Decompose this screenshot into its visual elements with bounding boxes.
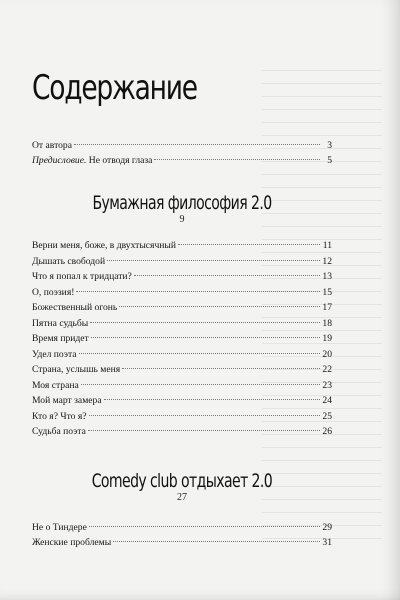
toc-entry-page: 18 xyxy=(322,317,332,329)
toc-entry-page: 26 xyxy=(322,426,332,437)
dot-leader xyxy=(107,260,320,261)
toc-entry xyxy=(32,331,332,347)
toc-entry-page: 12 xyxy=(322,255,332,267)
toc-entry-label: Что я попал к тридцати? xyxy=(32,271,132,282)
toc-entry-page: 22 xyxy=(322,364,332,375)
toc-entry-page: 11 xyxy=(322,240,332,251)
toc-entry xyxy=(32,409,332,425)
toc-entry-label: Не о Тиндере xyxy=(32,521,87,533)
toc-entry-label: От автора xyxy=(32,140,72,151)
toc-entry-page: 17 xyxy=(322,302,332,313)
toc-entry xyxy=(32,393,332,409)
dot-leader xyxy=(91,337,320,338)
toc-entry-page: 25 xyxy=(322,410,332,422)
toc-entry-label: Женские проблемы xyxy=(32,537,112,548)
toc-entry xyxy=(32,269,332,285)
toc-entry-page: 19 xyxy=(322,333,332,344)
toc-entry-page: 15 xyxy=(322,286,332,298)
section-heading xyxy=(32,192,332,226)
toc-entry-page: 23 xyxy=(322,379,332,391)
toc-entry xyxy=(32,254,332,270)
toc-entry-page: 29 xyxy=(322,521,332,533)
toc-entry xyxy=(32,347,332,363)
section-list xyxy=(32,520,332,551)
toc-entry-label: Божественный огонь xyxy=(32,302,118,313)
toc-entry-label: Моя страна xyxy=(32,379,79,391)
toc-entry-label: Пятна судьбы xyxy=(32,317,89,329)
toc-entry-page: 20 xyxy=(322,348,332,360)
page-title: Содержание xyxy=(32,68,197,108)
toc-entry xyxy=(32,138,332,153)
toc-entry-label: Дышать свободой xyxy=(32,255,106,267)
toc-entry xyxy=(32,300,332,316)
toc-entry-label: Удел поэта xyxy=(32,348,77,360)
toc-entry xyxy=(32,238,332,254)
toc-entry xyxy=(32,378,332,394)
section-list xyxy=(32,238,332,440)
toc-entry-label: Кто я? Что я? xyxy=(32,410,87,422)
toc-entry-page: 31 xyxy=(322,537,332,548)
dot-leader xyxy=(88,430,320,431)
dot-leader xyxy=(178,244,320,245)
dot-leader xyxy=(134,275,320,276)
intro-list xyxy=(32,138,332,168)
toc-entry-page: 13 xyxy=(322,271,332,282)
section-heading xyxy=(32,470,332,504)
toc-entry xyxy=(32,535,332,551)
section-title: Comedy club отдыхает 2.0 xyxy=(91,469,273,492)
toc-entry-label: О, поэзия! xyxy=(32,286,75,298)
dot-leader xyxy=(76,291,320,292)
toc-entry-page: 3 xyxy=(327,140,332,151)
dot-leader xyxy=(89,415,320,416)
toc-entry-page: 24 xyxy=(322,395,332,406)
toc-entry xyxy=(32,424,332,440)
toc-entry-label: Мой март замера xyxy=(32,395,102,406)
toc-entry xyxy=(32,520,332,536)
dot-leader xyxy=(104,399,320,400)
dot-leader xyxy=(119,306,320,307)
dot-leader xyxy=(122,368,320,369)
toc-entry xyxy=(32,153,332,168)
toc-entry xyxy=(32,316,332,332)
section-page-number: 27 xyxy=(177,491,187,503)
dot-leader xyxy=(81,384,320,385)
section-title: Бумажная философия 2.0 xyxy=(92,192,272,214)
dot-leader xyxy=(89,526,320,527)
toc-entry-label: Верни меня, боже, в двухтысячный xyxy=(32,240,177,251)
toc-entry xyxy=(32,362,332,378)
toc-entry-page: 5 xyxy=(327,155,332,166)
section-page-number: 9 xyxy=(179,214,185,225)
table-of-contents xyxy=(32,68,332,551)
toc-entry xyxy=(32,285,332,301)
dot-leader xyxy=(154,159,320,160)
toc-entry-label: Предисловие. Не отводя глаза xyxy=(32,155,153,166)
dot-leader xyxy=(90,322,320,323)
dot-leader xyxy=(113,541,320,542)
dot-leader xyxy=(79,353,320,354)
toc-entry-label: Страна, услышь меня xyxy=(32,364,121,375)
toc-entry-label: Судьба поэта xyxy=(32,426,86,437)
dot-leader xyxy=(74,144,320,145)
toc-entry-label: Время придет xyxy=(32,333,89,344)
